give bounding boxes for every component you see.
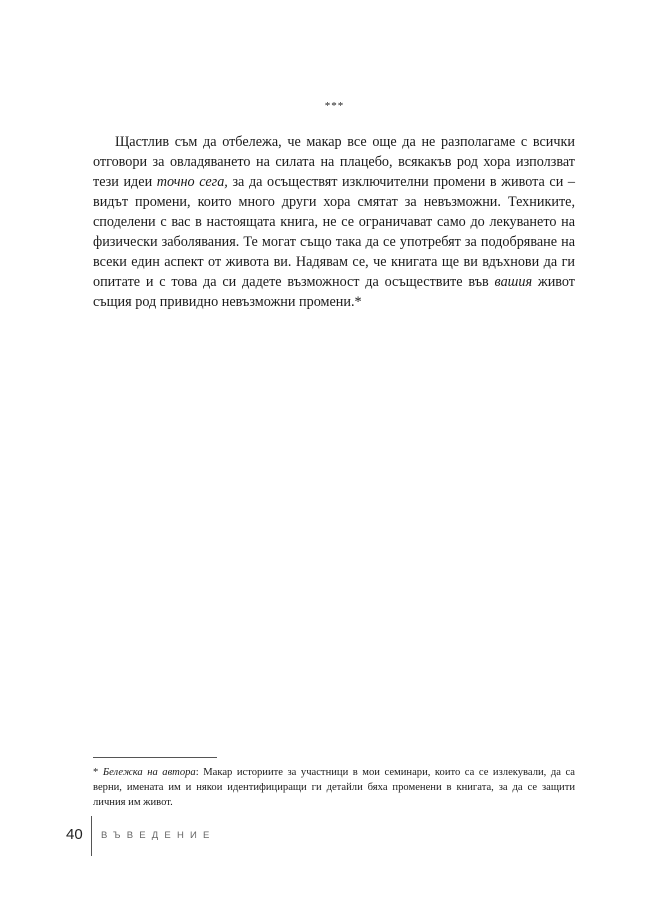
paragraph-italic-now: точно сега, <box>156 174 228 190</box>
footnote-text: : Макар историите за участници в мои семинари, които са се излекували, да са верни, имената им и някои идентифициращи ги детайли бяха променени в книгата, за да се защити личния им живот. <box>93 767 576 808</box>
footnote-marker: * <box>93 767 103 778</box>
paragraph-text-part2: за да осъществят изключителни промени в живота си – видът промени, които много други хора смятат за невъзможни. Техниките, споделени с вас в настоящата книга, не се ограничават само до лекуването на физически заболявания. Те могат също така да се употребят за подобряване на всеки един аспект от живота ви. Надявам се, че книгата ще ви вдъхнови да ги опитате и с това да си дадете възможност да осъществите във <box>93 174 575 290</box>
footnote-divider <box>93 757 217 758</box>
running-head: ВЪВЕДЕНИЕ <box>101 830 216 841</box>
body-paragraph <box>93 132 575 312</box>
page-number: 40 <box>66 826 83 843</box>
section-break-mark: *** <box>324 100 345 112</box>
footnote <box>93 765 575 810</box>
paragraph-italic-your: вашия <box>494 274 533 290</box>
paragraph-text-part3: живот същия род привидно невъзможни промени.* <box>93 274 575 310</box>
folio-divider <box>91 816 92 856</box>
footnote-label: Бележка на автора <box>102 767 196 778</box>
paragraph-text-part1: Щастлив съм да отбележа, че макар все още да не разполагаме с всички отговори за овладяването на силата на плацебо, всякакъв род хора използват тези идеи <box>93 134 575 190</box>
